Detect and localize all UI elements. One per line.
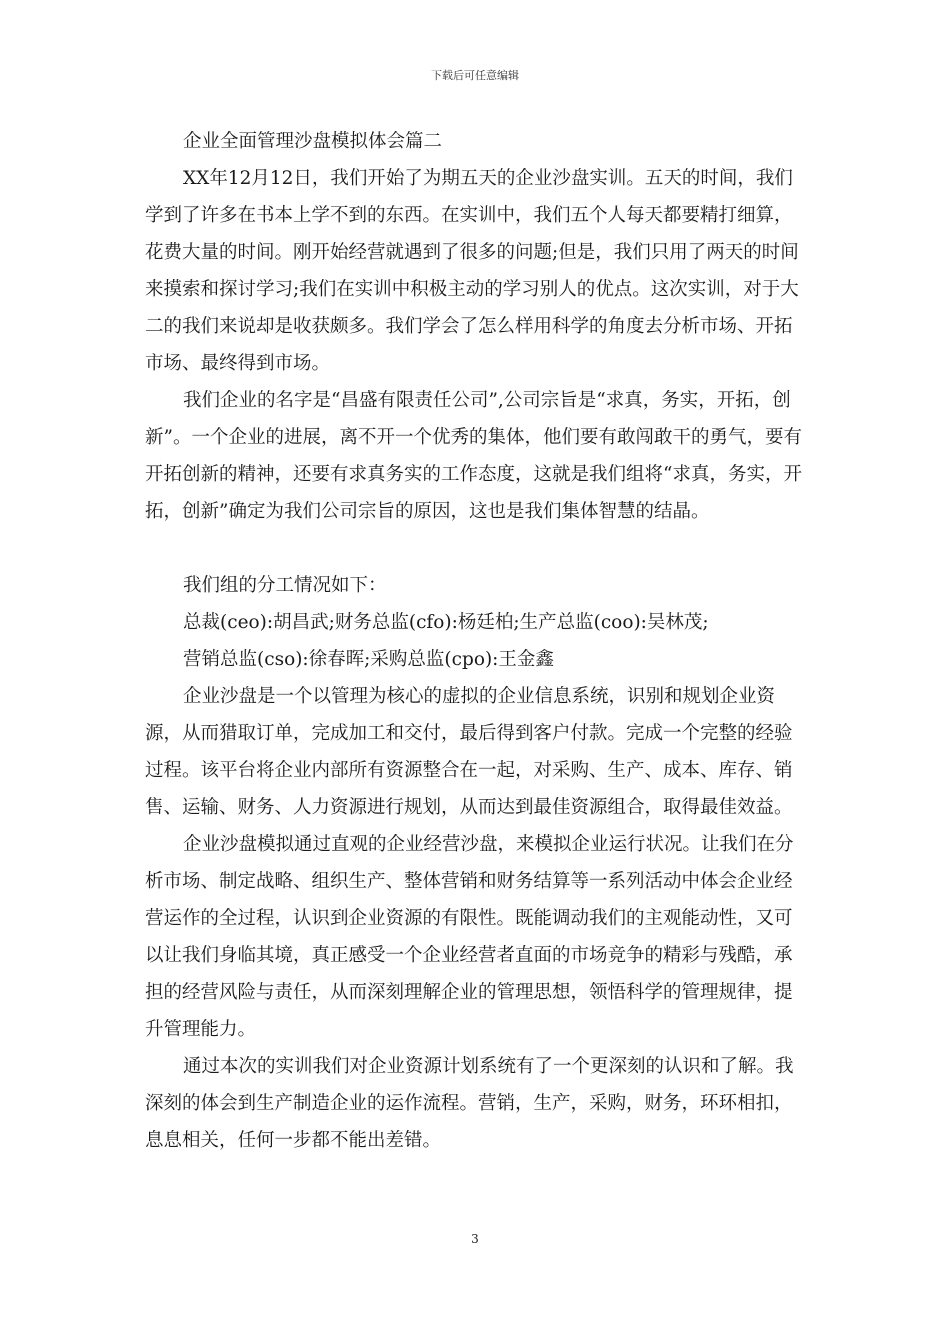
paragraph: 通过本次的实训我们对企业资源计划系统有了一个更深刻的认识和了解。我深刻的体会到生产制造企业的运作流程。营销，生产，采购，财务，环环相扣，息息相关，任何一步都不能出差错。 [145,1056,794,1151]
paragraph: 我们企业的名字是“昌盛有限责任公司”,公司宗旨是“求真，务实，开拓，创新”。一个企业的进展，离不开一个优秀的集体，他们要有敢闯敢干的勇气，要有开拓创新的精神，还要有求真务实的工作态度，这就是我们组将“求真，务实，开拓，创新”确定为我们公司宗旨的原因，这也是我们集体智慧的结晶。 [145,390,802,522]
paragraph: 企业沙盘模拟通过直观的企业经营沙盘，来模拟企业运行状况。让我们在分析市场、制定战略、组织生产、整体营销和财务结算等一系列活动中体会企业经营运作的全过程，认识到企业资源的有限性。既能调动我们的主观能动性，又可以让我们身临其境，真正感受一个企业经营者直面的市场竞争的精彩与残酷，承担的经营风险与责任，从而深刻理解企业的管理思想，领悟科学的管理规律，提升管理能力。 [145,834,794,1040]
document-body [145,123,810,1159]
blank-line [145,530,810,567]
paragraph: XX年12月12日，我们开始了为期五天的企业沙盘实训。五天的时间，我们学到了许多在书本上学不到的东西。在实训中，我们五个人每天都要精打细算，花费大量的时间。刚开始经营就遇到了很多的问题;但是，我们只用了两天的时间来摸索和探讨学习;我们在实训中积极主动的学习别人的优点。这次实训，对于大二的我们来说却是收获颇多。我们学会了怎么样用科学的角度去分析市场、开拓市场、最终得到市场。 [145,168,799,374]
division-line: 总裁(ceo):胡昌武;财务总监(cfo):杨廷柏;生产总监(coo):吴林茂; [183,612,709,633]
document-title: 企业全面管理沙盘模拟体会篇二 [183,131,443,152]
paragraph: 企业沙盘是一个以管理为核心的虚拟的企业信息系统，识别和规划企业资源，从而猎取订单，完成加工和交付，最后得到客户付款。完成一个完整的经验过程。该平台将企业内部所有资源整合在一起，对采购、生产、成本、库存、销售、运输、财务、人力资源进行规划，从而达到最佳资源组合，取得最佳效益。 [145,686,793,818]
division-heading: 我们组的分工情况如下： [183,575,387,596]
division-line: 营销总监(cso):徐春晖;采购总监(cpo):王金鑫 [183,649,554,670]
header-note: 下载后可任意编辑 [431,69,519,82]
page-number: 3 [471,1232,479,1246]
